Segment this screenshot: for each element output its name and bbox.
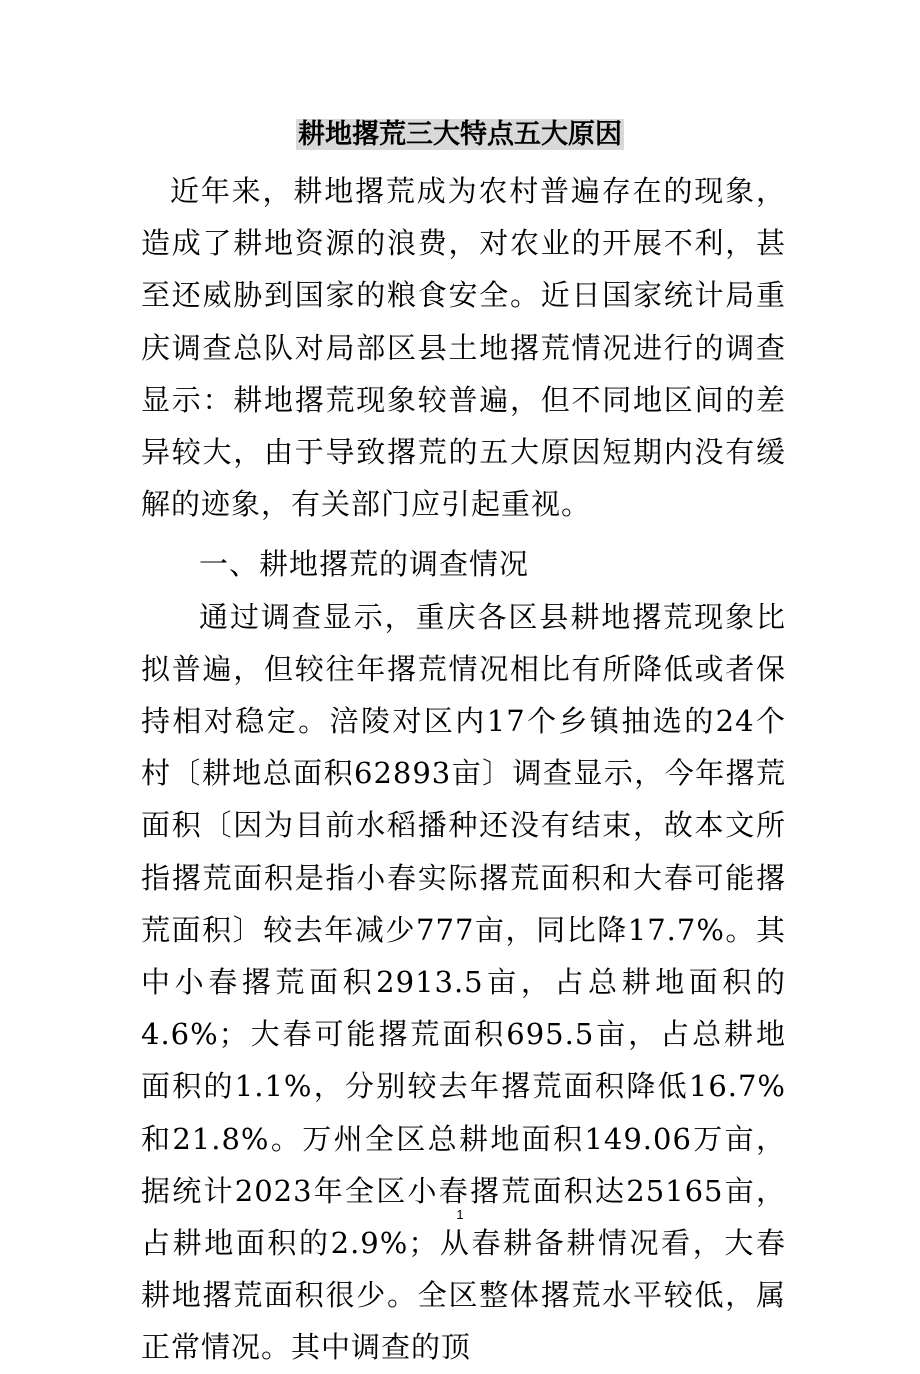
document-body (141, 165, 786, 1374)
document-title (0, 112, 920, 158)
document-title-text: 耕地撂荒三大特点五大原因 (298, 119, 622, 150)
section-heading: 一、耕地撂荒的调查情况 (199, 547, 530, 582)
page-number: 1 (456, 1207, 464, 1222)
section-paragraph: 通过调查显示，重庆各区县耕地撂荒现象比拟普遍，但较往年撂荒情况相比有所降低或者保持相对稳定。涪陵对区内17个乡镇抽选的24个村〔耕地总面积62893亩〕调查显示，今年撂荒面积〔因为目前水稻播种还没有结束，故本文所指撂荒面积是指小春实际撂荒面积和大春可能撂荒面积〕较去年减少777亩，同比降17.7%。其中小春撂荒面积2913.5亩，占总耕地面积的4.6%；大春可能撂荒面积695.5亩，占总耕地面积的1.1%，分别较去年撂荒面积降低16.7%和21.8%。万州全区总耕地面积149.06万亩，据统计2023年全区小春撂荒面积达25165亩，占耕地面积的2.9%；从春耕备耕情况看，大春耕地撂荒面积很少。全区整体撂荒水平较低，属正常情况。其中调查的顶 (141, 599, 786, 1365)
intro-paragraph: 近年来，耕地撂荒成为农村普遍存在的现象，造成了耕地资源的浪费，对农业的开展不利，甚至还威胁到国家的粮食安全。近日国家统计局重庆调查总队对局部区县土地撂荒情况进行的调查显示：耕地撂荒现象较普遍，但不同地区间的差异较大，由于导致撂荒的五大原因短期内没有缓解的迹象，有关部门应引起重视。 (141, 174, 786, 522)
